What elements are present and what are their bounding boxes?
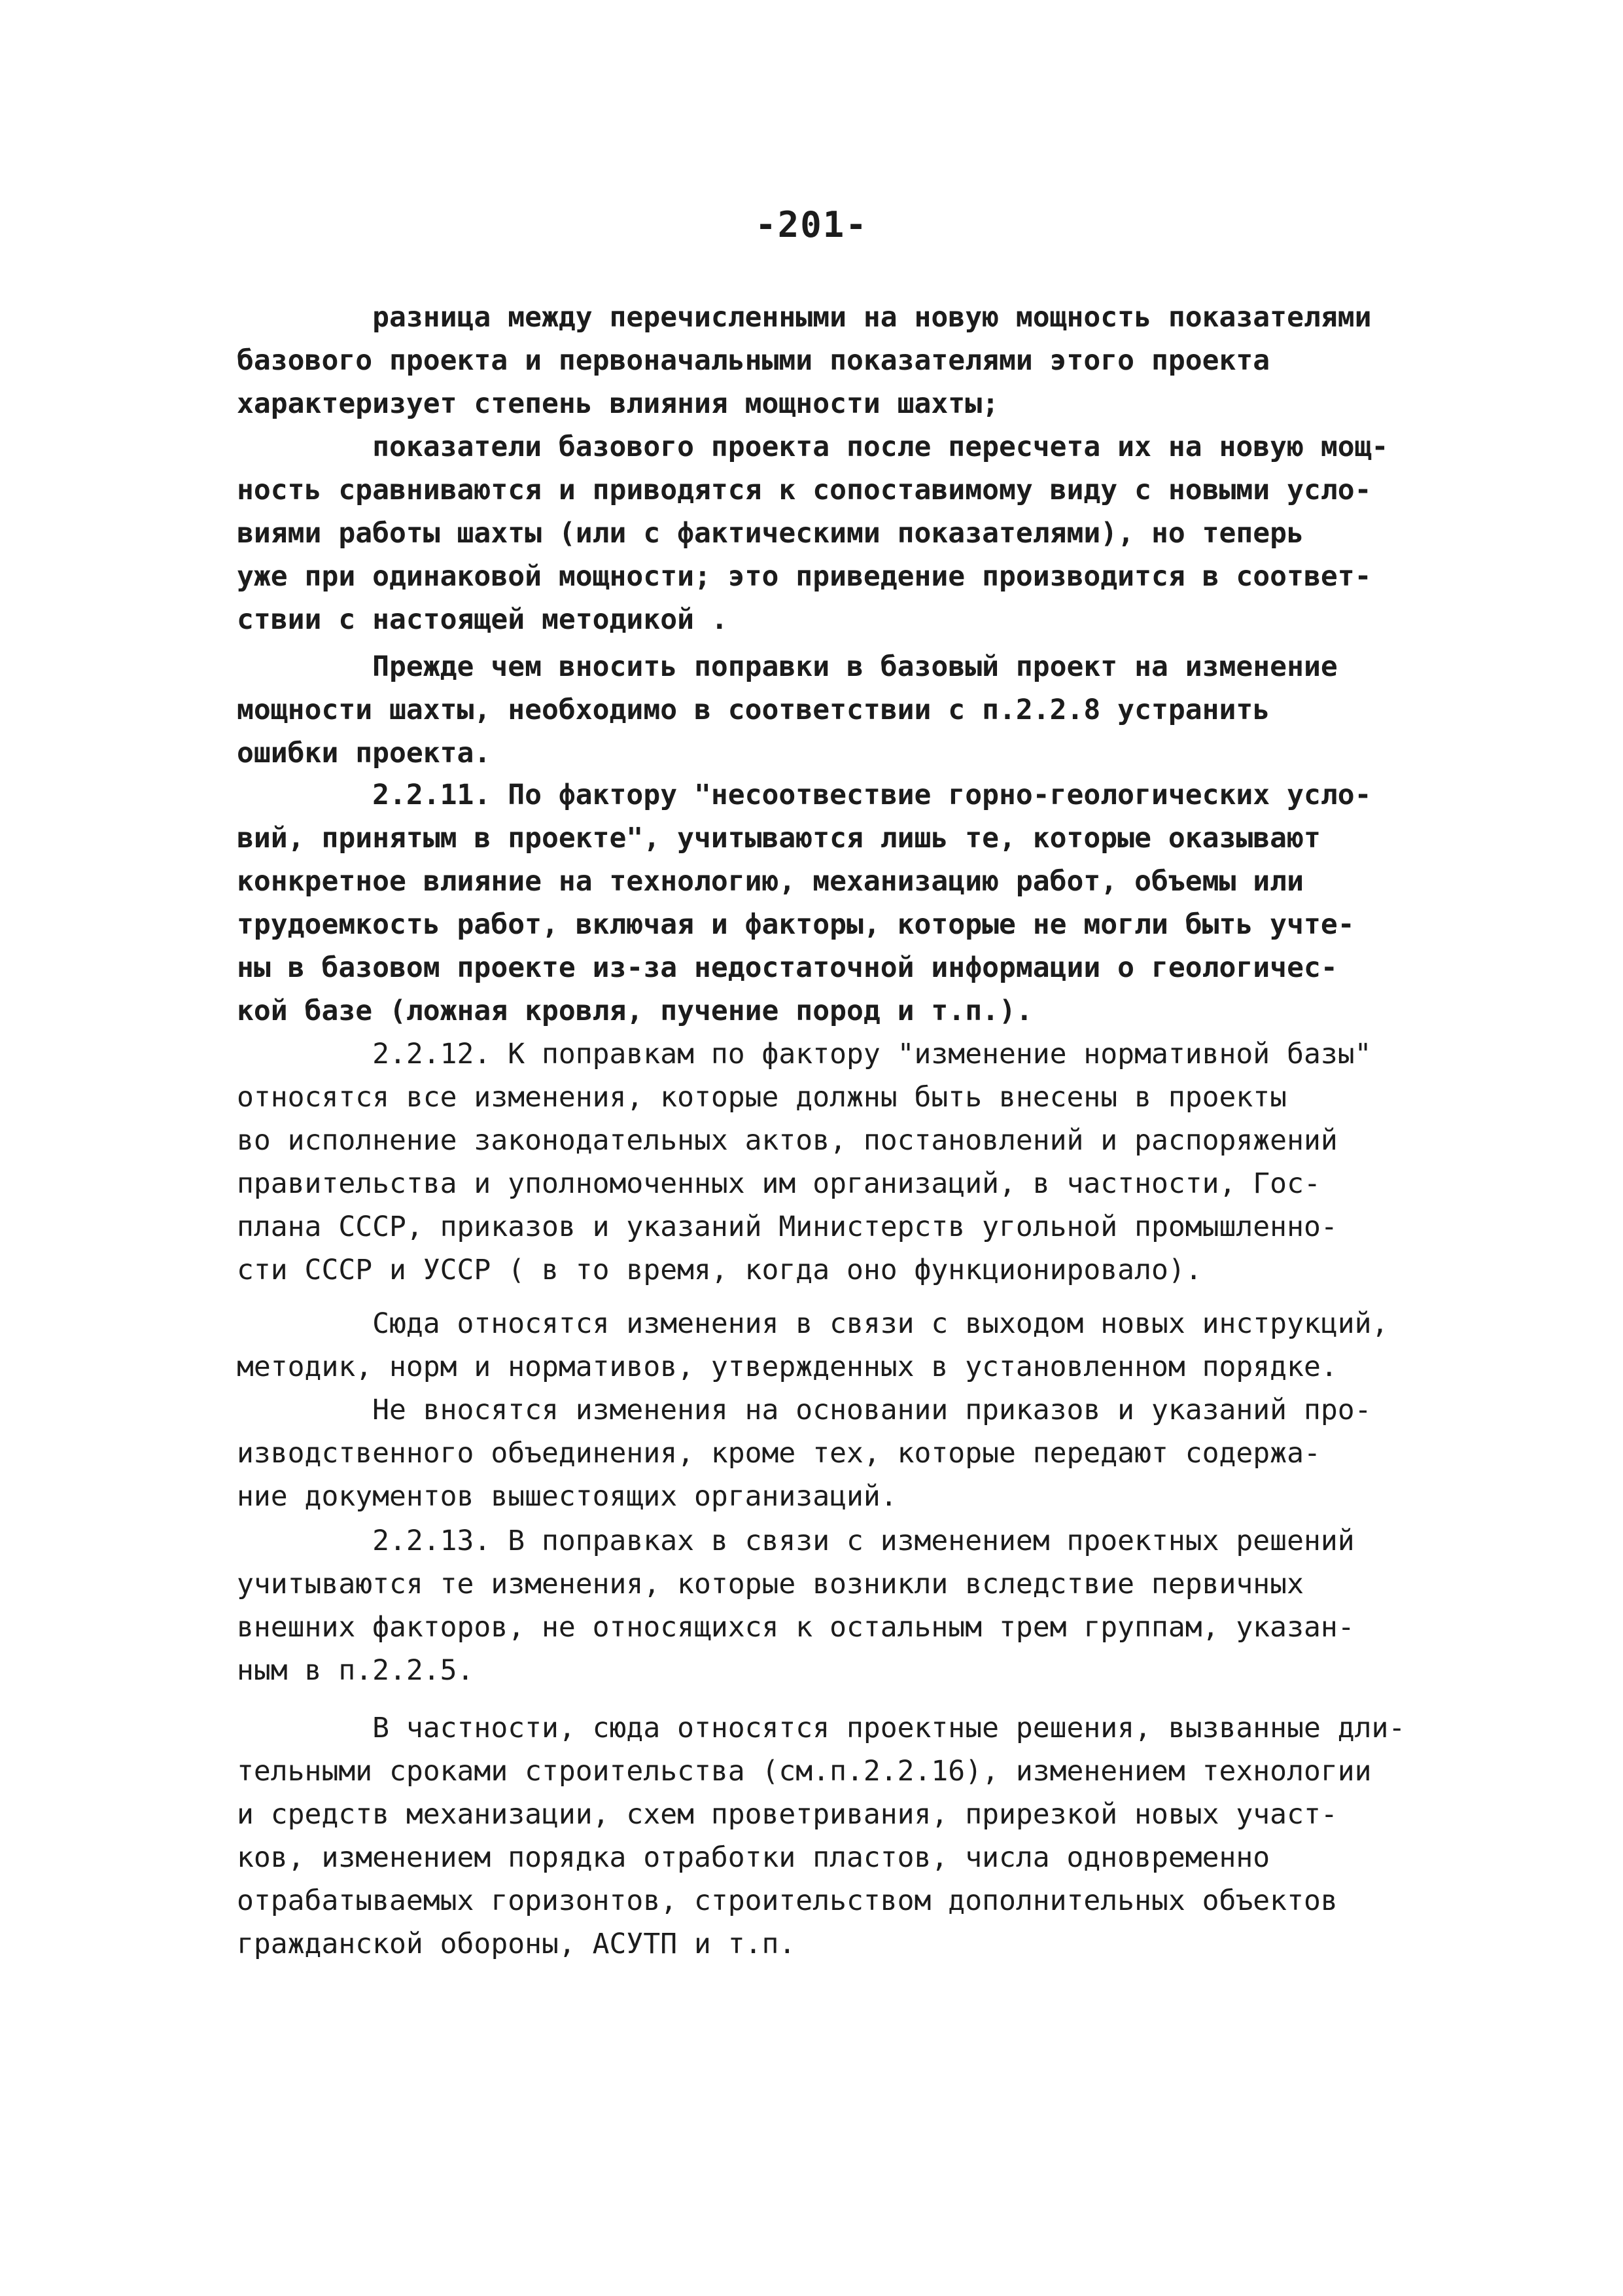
text-line: Сюда относятся изменения в связи с выходом новых инструкций, xyxy=(237,1307,1389,1340)
text-line: 2.2.13. В поправках в связи с изменением проектных решений xyxy=(237,1525,1355,1557)
text-line: Прежде чем вносить поправки в базовый проект на изменение xyxy=(237,650,1338,683)
text-line: ствии с настоящей методикой . xyxy=(237,603,728,636)
paragraph-2 xyxy=(237,425,1427,641)
text-line: отрабатываемых горизонтов, строительством дополнительных объектов xyxy=(237,1884,1338,1917)
text-line: во исполнение законодательных актов, постановлений и распоряжений xyxy=(237,1124,1338,1157)
paragraph-1 xyxy=(237,296,1427,425)
text-line: показатели базового проекта после пересчета их на новую мощ- xyxy=(237,431,1389,463)
paragraph-5 xyxy=(237,1033,1427,1292)
text-line: конкретное влияние на технологию, механизацию работ, объемы или xyxy=(237,865,1304,898)
text-line: ошибки проекта. xyxy=(237,737,491,769)
text-line: разница между перечисленными на новую мощность показателями xyxy=(237,301,1372,334)
text-line: трудоемкость работ, включая и факторы, которые не могли быть учте- xyxy=(237,908,1355,941)
text-line: и средств механизации, схем проветривания, прирезкой новых участ- xyxy=(237,1798,1338,1831)
text-line: ны в базовом проекте из-за недостаточной информации о геологичес- xyxy=(237,951,1338,984)
text-line: базового проекта и первоначальными показателями этого проекта xyxy=(237,344,1270,377)
text-line: учитываются те изменения, которые возникли вследствие первичных xyxy=(237,1568,1304,1600)
text-line: 2.2.11. По фактору "несоотвествие горно-геологических усло- xyxy=(237,779,1372,811)
paragraph-8 xyxy=(237,1519,1427,1692)
text-line: виями работы шахты (или с фактическими показателями), но теперь xyxy=(237,517,1304,550)
text-line: ным в п.2.2.5. xyxy=(237,1654,474,1687)
text-line: 2.2.12. К поправкам по фактору "изменение нормативной базы" xyxy=(237,1038,1372,1070)
text-line: сти СССР и УССР ( в то время, когда оно функционировало). xyxy=(237,1254,1202,1286)
text-line: относятся все изменения, которые должны быть внесены в проекты xyxy=(237,1081,1287,1114)
text-line: мощности шахты, необходимо в соответствии с п.2.2.8 устранить xyxy=(237,694,1270,726)
paragraph-9 xyxy=(237,1706,1427,1966)
paragraph-4 xyxy=(237,773,1427,1033)
text-line: изводственного объединения, кроме тех, которые передают содержа- xyxy=(237,1437,1321,1470)
text-line: ков, изменением порядка отработки пластов, числа одновременно xyxy=(237,1841,1270,1874)
text-line: внешних факторов, не относящихся к остальным трем группам, указан- xyxy=(237,1611,1355,1644)
text-line: вий, принятым в проекте", учитываются лишь те, которые оказывают xyxy=(237,822,1321,855)
text-line: ность сравниваются и приводятся к сопоставимому виду с новыми усло- xyxy=(237,474,1372,506)
text-line: методик, норм и нормативов, утвержденных в установленном порядке. xyxy=(237,1351,1338,1383)
text-line: уже при одинаковой мощности; это приведение производится в соответ- xyxy=(237,560,1372,593)
text-line: плана СССР, приказов и указаний Министерств угольной промышленно- xyxy=(237,1210,1338,1243)
paragraph-3 xyxy=(237,645,1427,775)
text-line: кой базе (ложная кровля, пучение пород и т.п.). xyxy=(237,995,1033,1027)
page-number: -201- xyxy=(755,204,868,245)
text-line: гражданской обороны, АСУТП и т.п. xyxy=(237,1928,796,1960)
text-line: тельными сроками строительства (см.п.2.2.16), изменением технологии xyxy=(237,1755,1372,1788)
paragraph-6 xyxy=(237,1302,1427,1388)
text-line: Не вносятся изменения на основании приказов и указаний про- xyxy=(237,1394,1372,1426)
text-line: ние документов вышестоящих организаций. xyxy=(237,1480,898,1513)
text-line: правительства и уполномоченных им организаций, в частности, Гос- xyxy=(237,1167,1321,1200)
paragraph-7 xyxy=(237,1388,1427,1518)
text-line: В частности, сюда относятся проектные решения, вызванные дли- xyxy=(237,1712,1406,1744)
text-line: характеризует степень влияния мощности шахты; xyxy=(237,387,999,420)
